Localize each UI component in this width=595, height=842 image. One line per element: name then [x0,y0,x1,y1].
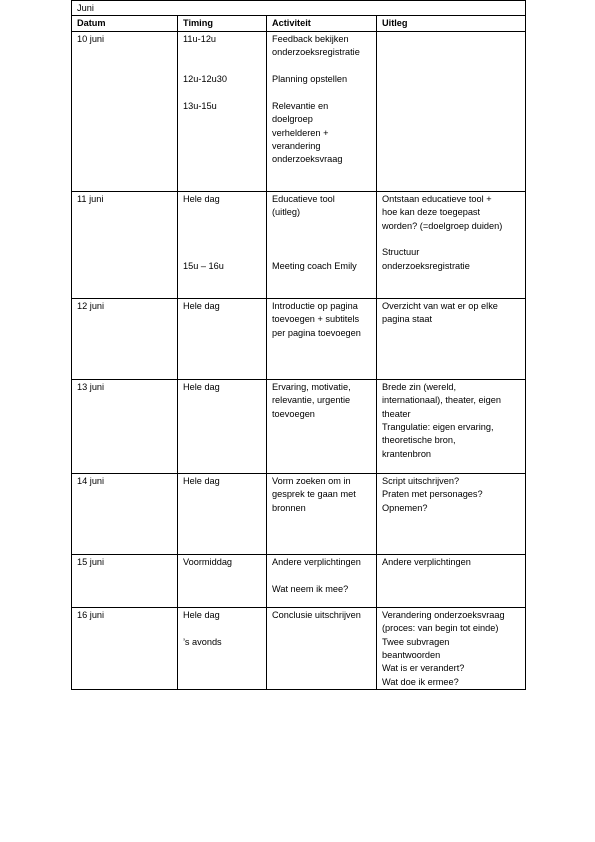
cell-line: Overzicht van wat er op elke [382,300,498,311]
cell-line [272,246,371,259]
cell-datum: 16 juni [72,607,178,689]
cell-timing [178,554,267,607]
cell-line [183,233,261,246]
cell-timing [178,379,267,473]
header-timing: Timing [178,16,267,31]
cell-timing [178,31,267,191]
cell-line: Conclusie uitschrijven [272,609,361,620]
cell-datum: 15 juni [72,554,178,607]
cell-timing [178,473,267,554]
header-uitleg: Uitleg [377,16,526,31]
table-row [72,379,526,473]
cell-line: Praten met personages? [382,489,483,500]
cell-line: 13u-15u [183,100,217,111]
cell-line [272,220,371,233]
cell-datum: 14 juni [72,473,178,554]
cell-line: pagina staat [382,314,433,325]
cell-activiteit [267,554,377,607]
cell-line: onderzoeksvraag [272,154,343,165]
cell-line: 12u-12u30 [183,74,227,84]
cell-line: Trangulatie: eigen ervaring, [382,422,494,433]
table-row [72,191,526,298]
cell-uitleg [377,298,526,379]
cell-line [382,233,520,246]
header-datum: Datum [72,16,178,31]
cell-timing [178,298,267,379]
cell-line [183,246,261,259]
cell-line: Twee subvragen [382,636,450,647]
planning-table [71,0,526,690]
table-row [72,554,526,607]
cell-line: toevoegen + subtitels [272,314,360,325]
cell-line: Script uitschrijven? [382,475,460,486]
month-title: Juni [72,1,526,16]
table-row [72,31,526,191]
table-body [72,31,526,689]
cell-line: per pagina toevoegen [272,327,361,338]
table-row [72,607,526,689]
cell-line: Andere verplichtingen [272,556,361,567]
cell-line: ’s avonds [183,636,222,647]
cell-activiteit [267,473,377,554]
cell-timing [178,191,267,298]
cell-line: Voormiddag [183,556,233,567]
cell-line: Introductie op pagina [272,300,358,311]
cell-line: krantenbron [382,448,432,459]
cell-line: Hele dag [183,609,220,620]
cell-line: Structuur [382,247,420,258]
cell-line: (proces: van begin tot einde) [382,623,499,634]
cell-line: 11u-12u [183,33,217,44]
cell-line: Opnemen? [382,502,428,513]
cell-activiteit [267,379,377,473]
cell-datum: 13 juni [72,379,178,473]
cell-line: (uitleg) [272,207,301,218]
cell-line: Hele dag [183,381,220,392]
cell-line: Ontstaan educatieve tool + [382,193,492,204]
cell-line: Ervaring, motivatie, [272,381,351,392]
cell-line [183,206,261,219]
cell-line: Meeting coach Emily [272,260,357,271]
cell-line: doelgroep [272,114,313,125]
cell-line: Relevantie en [272,100,329,111]
cell-line: verandering [272,141,321,152]
header-activiteit: Activiteit [267,16,377,31]
cell-line [272,60,371,73]
cell-line: Andere verplichtingen [382,556,471,567]
cell-line: relevantie, urgentie [272,395,351,406]
cell-line: Planning opstellen [272,74,348,85]
cell-line: verhelderen + [272,127,329,138]
cell-line: Educatieve tool [272,193,335,204]
cell-datum: 12 juni [72,298,178,379]
cell-line: Brede zin (wereld, [382,381,457,392]
cell-line: gesprek te gaan met [272,489,356,500]
cell-uitleg [377,31,526,191]
cell-uitleg [377,191,526,298]
cell-line: toevoegen [272,408,315,419]
cell-line: onderzoeksregistratie [272,47,360,58]
cell-uitleg [377,473,526,554]
cell-line [183,46,261,59]
cell-line: 15u – 16u [183,260,224,271]
cell-uitleg [377,379,526,473]
cell-uitleg [377,554,526,607]
table-row [72,298,526,379]
cell-line: internationaal), theater, eigen [382,395,502,406]
cell-datum: 11 juni [72,191,178,298]
cell-line [183,220,261,233]
cell-line: onderzoeksregistratie [382,260,470,271]
cell-line: hoe kan deze toegepast [382,207,481,218]
cell-line: theater [382,408,411,419]
cell-line [272,86,371,99]
cell-line: Wat is er verandert? [382,663,465,674]
cell-line: Hele dag [183,300,220,311]
cell-datum: 10 juni [72,31,178,191]
cell-timing [178,607,267,689]
cell-line [183,622,261,635]
cell-line: theoretische bron, [382,435,456,446]
cell-activiteit [267,607,377,689]
cell-line: worden? (=doelgroep duiden) [382,220,503,231]
header-row [72,16,526,31]
cell-line: Wat doe ik ermee? [382,676,459,687]
cell-activiteit [267,298,377,379]
cell-line: Hele dag [183,193,220,204]
cell-line [183,60,261,73]
cell-line [272,569,371,582]
cell-line [183,86,261,99]
table-row [72,473,526,554]
cell-line: Feedback bekijken [272,33,349,44]
cell-line: beantwoorden [382,650,441,661]
cell-uitleg [377,607,526,689]
cell-line: Verandering onderzoeksvraag [382,609,505,620]
cell-line [272,233,371,246]
cell-line: Vorm zoeken om in [272,475,351,486]
cell-activiteit [267,191,377,298]
cell-line: Hele dag [183,475,220,486]
cell-activiteit [267,31,377,191]
cell-line: bronnen [272,502,306,513]
cell-line: Wat neem ik mee? [272,583,349,594]
